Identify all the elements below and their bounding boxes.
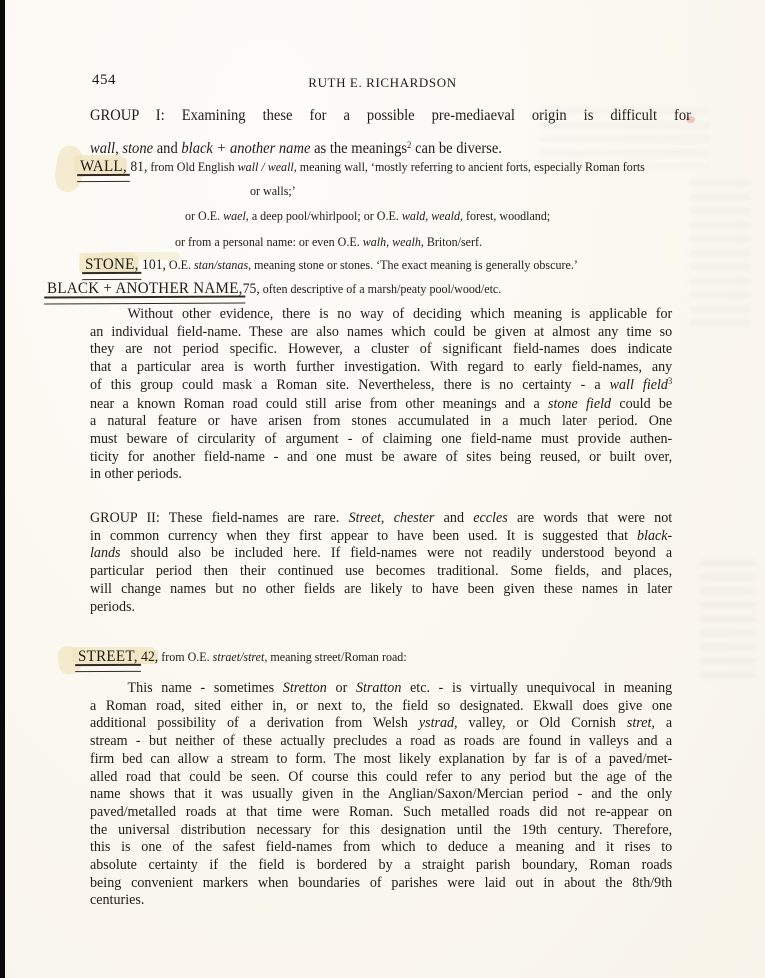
- text-run: particular period then their continued use becomes traditional. Some fields, and places,: [90, 563, 673, 580]
- text-run: stone field: [547, 395, 612, 412]
- text-run: lands: [90, 545, 121, 562]
- entry-stone: [85, 256, 578, 274]
- text-run: paved/metalled roads at that time were Roman. Such metalled roads did not re-appear on: [90, 803, 673, 820]
- text-run: ystrad,: [418, 715, 458, 732]
- entry-street: [78, 648, 407, 666]
- entry-head-stone: STONE,: [85, 256, 139, 273]
- text-run: the universal distribution necessary for this designation until the 19th century. Therefore,: [90, 821, 673, 838]
- entry-head-street: STREET,: [78, 648, 138, 665]
- text-line: [90, 581, 672, 599]
- text-run: forest, woodland;: [462, 209, 551, 223]
- text-line: [90, 377, 672, 396]
- text-line: [90, 715, 672, 733]
- text-line: [90, 875, 672, 893]
- scan-bleedthrough: [690, 180, 750, 330]
- entry-gloss-stone: [166, 258, 578, 272]
- entry-wall-continuation: or walls;’: [250, 184, 296, 198]
- text-run: are words that were not: [507, 510, 673, 526]
- text-run: meaning wall, ‘mostly referring to ancient forts, especially Roman forts: [296, 160, 645, 174]
- text-line: [90, 751, 672, 769]
- text-line: [90, 359, 672, 377]
- text-line: [90, 822, 672, 840]
- text-run: Stretton: [282, 680, 327, 696]
- text-run: this is one of the safest field-names from which to deduce a meaning and it rises to: [90, 839, 673, 856]
- text-run: a Roman road, sited either in, or next to, the field so designated. Ekwall does give one: [90, 697, 673, 714]
- text-line: [90, 698, 672, 716]
- text-run: centuries.: [90, 892, 145, 909]
- text-line: [90, 563, 672, 581]
- text-line: [90, 769, 672, 787]
- text-run: can be diverse.: [411, 140, 502, 157]
- text-run: from O.E.: [158, 650, 213, 664]
- text-run: additional possibility of a derivation from Welsh: [90, 715, 419, 732]
- text-run: wall field: [609, 376, 668, 393]
- text-line: [90, 99, 691, 132]
- text-run: being convenient markers when boundaries of parishes were laid out in about the 8th/9th: [90, 874, 673, 891]
- text-line: [90, 599, 672, 617]
- text-run: or from a personal name: or even O.E.: [175, 235, 363, 249]
- text-line: [90, 545, 672, 563]
- text-line: [90, 413, 672, 431]
- text-run: of this group could mask a Roman site. Nevertheless, there is no certainty - a: [90, 376, 610, 393]
- text-run: walh, wealh,: [362, 235, 424, 249]
- text-run: Without other evidence, there is no way of deciding which meaning is applicable for: [127, 306, 673, 322]
- entry-head-black: BLACK + ANOTHER NAME,: [47, 280, 243, 297]
- text-line: [90, 892, 672, 910]
- text-line: [90, 324, 672, 342]
- paragraph-street-discussion: [90, 680, 672, 910]
- text-run: absolute certainty if the field is bordered by a straight parish boundary, Roman roads: [90, 857, 673, 874]
- entry-head-wall: WALL,: [80, 158, 127, 175]
- scan-edge-bar: [0, 0, 5, 978]
- text-run: wael,: [223, 209, 249, 223]
- entry-count-wall: 81,: [126, 159, 148, 175]
- text-run: or O.E.: [185, 209, 224, 223]
- text-line: [90, 680, 672, 698]
- text-run: Stratton: [355, 680, 402, 696]
- text-run: an individual field-name. These are also names which could be given at almost any time so: [90, 323, 673, 340]
- text-run: O.E.: [165, 258, 194, 272]
- text-run: wald, weald,: [401, 209, 463, 223]
- entry-wall-alt2: [175, 235, 482, 250]
- text-run: a deep pool/whirlpool; or O.E.: [248, 209, 402, 223]
- text-run: will change names but no other fields are likely to have been given these names in later: [90, 580, 673, 597]
- text-line: [90, 857, 672, 875]
- text-run: 3: [667, 376, 673, 387]
- text-run: etc. - is virtually unequivocal in meaning: [401, 680, 673, 696]
- entry-wall: [80, 158, 645, 176]
- entry-count-street: 42,: [137, 649, 159, 665]
- text-run: or: [326, 680, 356, 696]
- text-run: firm bed can allow a stream to form. The most likely explanation by far is of a paved/met-: [90, 750, 673, 767]
- text-run: a: [654, 715, 673, 732]
- text-run: should also be included here. If field-names were not readily understood beyond a: [120, 545, 673, 562]
- scan-bleedthrough: [700, 560, 755, 680]
- entry-gloss-street: [158, 650, 406, 664]
- page-number: 454: [92, 72, 116, 88]
- text-run: near a known Roman road could still arise from other meanings and a: [90, 395, 548, 412]
- text-run: stan/stanas,: [193, 258, 252, 272]
- text-run: in other periods.: [90, 466, 182, 483]
- text-run: that a particular area is worth further investigation. With regard to early field-names, any: [90, 359, 673, 376]
- text-run: stream - but neither of these actually precludes a road as roads are found in valleys and a: [90, 733, 673, 750]
- text-run: a natural feature or have arisen from stones accumulated in a much later period. One: [90, 413, 673, 430]
- text-line: [90, 839, 672, 857]
- text-run: Street, chester: [348, 510, 435, 526]
- text-run: GROUP I: Examining these for a possible pre-mediaeval origin is difficult for: [90, 107, 691, 124]
- text-run: must beware of circularity of argument - of claiming one field-name must provide authen-: [90, 430, 673, 447]
- text-run: they are not period specific. However, a cluster of significant field-names does indicate: [90, 341, 673, 358]
- text-run: wall / weall,: [237, 160, 297, 174]
- text-line: [90, 466, 672, 484]
- text-line: [90, 510, 672, 528]
- text-line: [90, 786, 672, 804]
- text-line: [90, 528, 672, 546]
- running-header: RUTH E. RICHARDSON: [308, 75, 457, 90]
- text-run: periods.: [90, 598, 135, 615]
- text-run: in common currency when they first appear to have been used. It is suggested that: [90, 527, 637, 544]
- text-line: [90, 804, 672, 822]
- text-run: straet/stret,: [212, 650, 268, 664]
- text-line: [90, 733, 672, 751]
- text-run: could be: [611, 395, 673, 412]
- text-run: ticity for another field-name - and one must be aware of sites being reused, or built over,: [90, 448, 673, 465]
- text-line: [90, 306, 672, 324]
- text-line: [90, 449, 672, 467]
- entry-wall-alt1: [185, 209, 550, 224]
- text-line: [90, 341, 672, 359]
- text-run: Briton/serf.: [423, 235, 483, 249]
- entry-gloss-wall: [147, 160, 644, 174]
- text-run: and: [153, 140, 182, 157]
- text-run: name shows that it was usually given in the Anglian/Saxon/Mercian period - and the only: [90, 786, 673, 803]
- entry-count-stone: 101,: [138, 257, 166, 273]
- paragraph-group2: [90, 510, 672, 616]
- text-run: meaning stone or stones. ‘The exact meaning is generally obscure.’: [251, 258, 578, 272]
- text-run: stret,: [626, 715, 655, 732]
- paragraph-group1-discussion: [90, 306, 672, 484]
- text-run: black + another name: [181, 140, 311, 157]
- text-run: 2: [407, 141, 412, 152]
- text-run: alled road that could be seen. Of course this could refer to any period but the age of the: [90, 768, 673, 785]
- text-run: meaning street/Roman road:: [267, 650, 407, 664]
- text-run: eccles: [473, 510, 508, 526]
- text-line: [90, 431, 672, 449]
- text-line: [90, 396, 672, 414]
- text-run: black-: [636, 527, 673, 544]
- text-run: from Old English: [147, 160, 238, 174]
- entry-black-another-name: [47, 280, 501, 298]
- text-run: This name - sometimes: [127, 680, 283, 696]
- entry-gloss-black: [260, 282, 502, 296]
- entry-count-black: 75,: [242, 281, 260, 297]
- text-run: valley, or Old Cornish: [457, 715, 627, 732]
- text-run: wall, stone: [90, 140, 154, 157]
- text-run: often descriptive of a marsh/peaty pool/wood/etc.: [259, 282, 502, 296]
- text-run: and: [434, 510, 474, 526]
- text-run: GROUP II: These field-names are rare.: [90, 510, 349, 526]
- text-run: as the meanings: [310, 140, 408, 157]
